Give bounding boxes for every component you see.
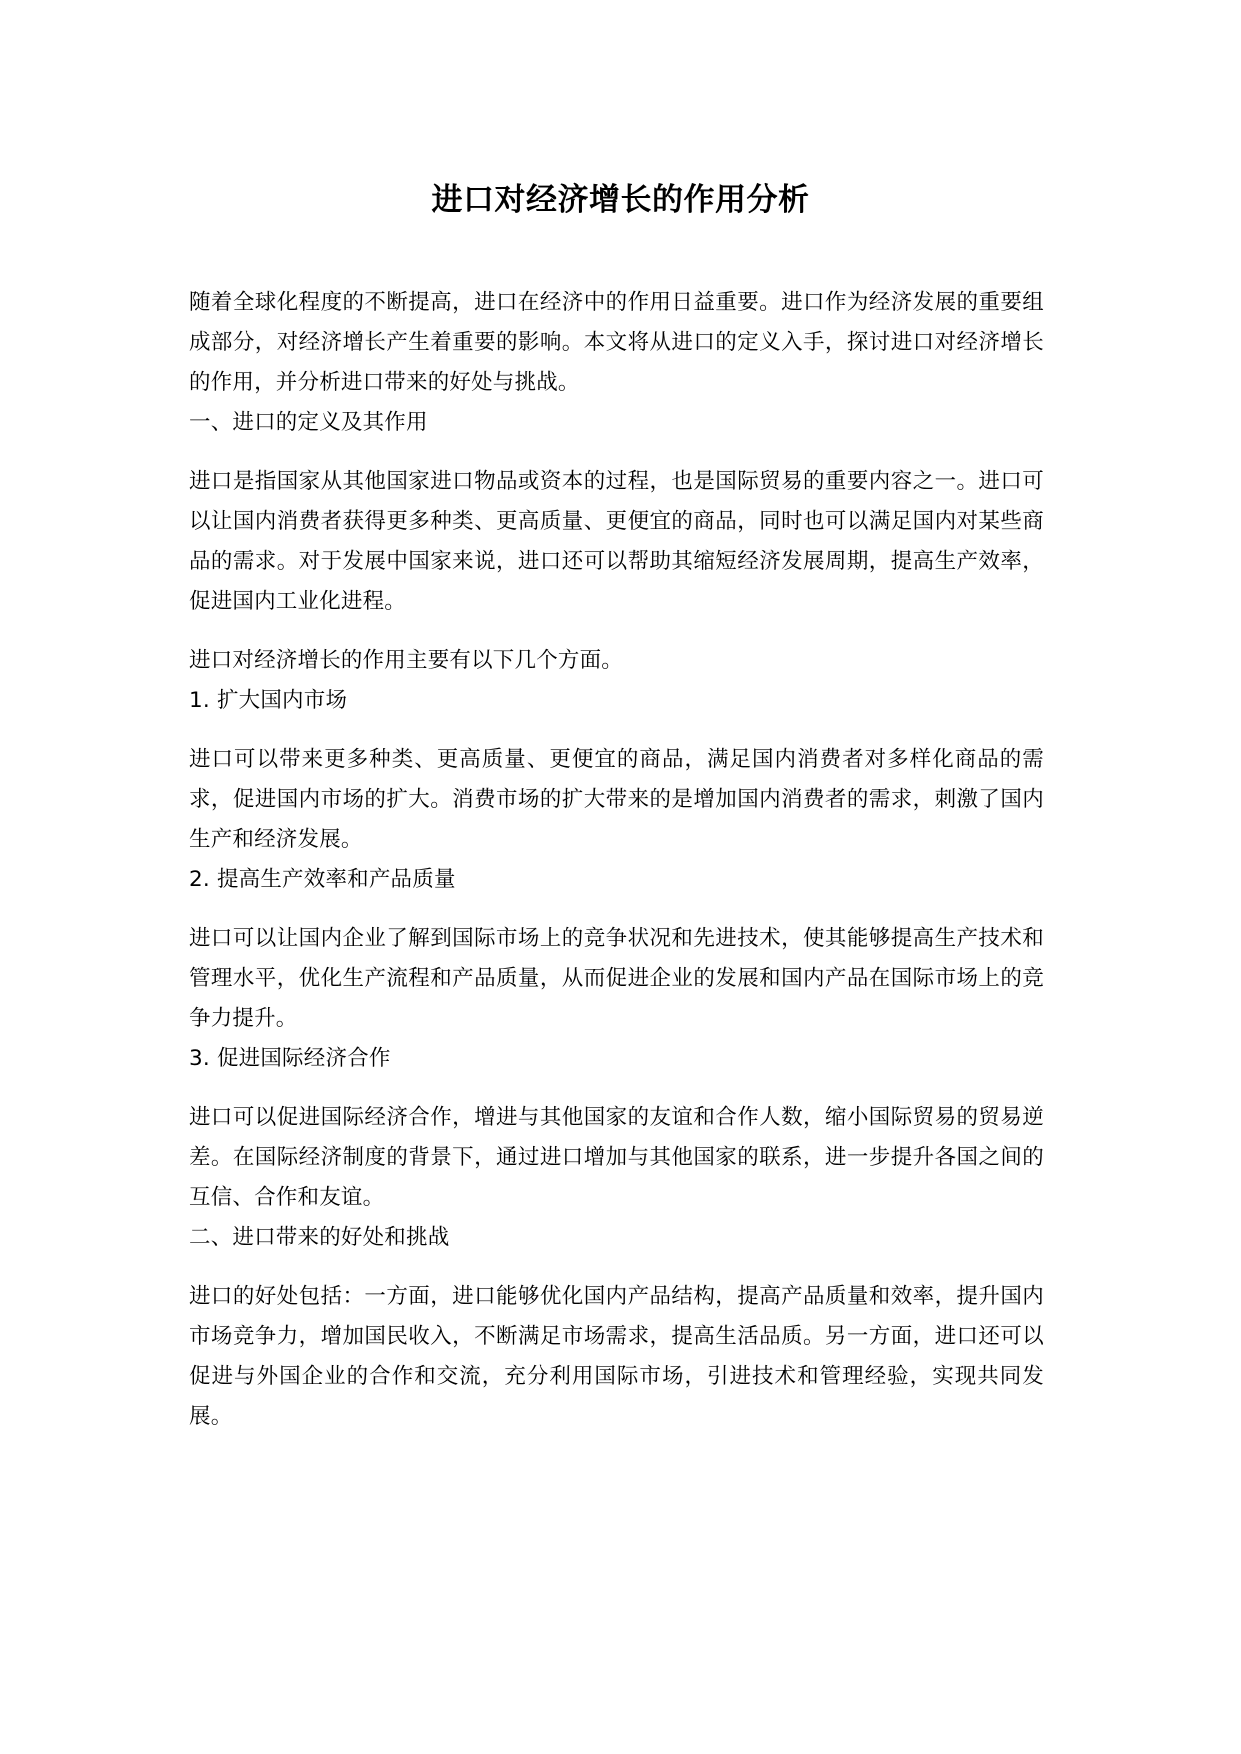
section-heading-benefits-challenges: 二、进口带来的好处和挑战 [189, 1225, 450, 1250]
intro-paragraph: 随着全球化程度的不断提高，进口在经济中的作用日益重要。进口作为经济发展的重要组成部分，对经济增长产生着重要的影响。本文将从进口的定义入手，探讨进口对经济增长的作用，并分析进口带来的好处与挑战。 [189, 290, 1044, 395]
benefits-paragraph: 进口的好处包括：一方面，进口能够优化国内产品结构，提高产品质量和效率，提升国内市场竞争力，增加国民收入，不断满足市场需求，提高生活品质。另一方面，进口还可以促进与外国企业的合作和交流，充分利用国际市场，引进技术和管理经验，实现共同发展。 [189, 1284, 1044, 1429]
subheading-expand-market: 1. 扩大国内市场 [189, 688, 348, 713]
document-body [189, 283, 1044, 1437]
aspects-intro-paragraph: 进口对经济增长的作用主要有以下几个方面。 [189, 648, 624, 673]
subheading-efficiency-quality: 2. 提高生产效率和产品质量 [189, 867, 456, 892]
expand-market-paragraph: 进口可以带来更多种类、更高质量、更便宜的商品，满足国内消费者对多样化商品的需求，促进国内市场的扩大。消费市场的扩大带来的是增加国内消费者的需求，刺激了国内生产和经济发展。 [189, 747, 1044, 852]
definition-paragraph: 进口是指国家从其他国家进口物品或资本的过程，也是国际贸易的重要内容之一。进口可以让国内消费者获得更多种类、更高质量、更便宜的商品，同时也可以满足国内对某些商品的需求。对于发展中国家来说，进口还可以帮助其缩短经济发展周期，提高生产效率，促进国内工业化进程。 [189, 469, 1044, 614]
efficiency-quality-paragraph: 进口可以让国内企业了解到国际市场上的竞争状况和先进技术，使其能够提高生产技术和管理水平，优化生产流程和产品质量，从而促进企业的发展和国内产品在国际市场上的竞争力提升。 [189, 926, 1044, 1031]
cooperation-paragraph: 进口可以促进国际经济合作，增进与其他国家的友谊和合作人数，缩小国际贸易的贸易逆差。在国际经济制度的背景下，通过进口增加与其他国家的联系，进一步提升各国之间的互信、合作和友谊。 [189, 1105, 1044, 1210]
section-heading-definition: 一、进口的定义及其作用 [189, 410, 428, 435]
document-title: 进口对经济增长的作用分析 [431, 182, 810, 218]
subheading-cooperation: 3. 促进国际经济合作 [189, 1046, 391, 1071]
